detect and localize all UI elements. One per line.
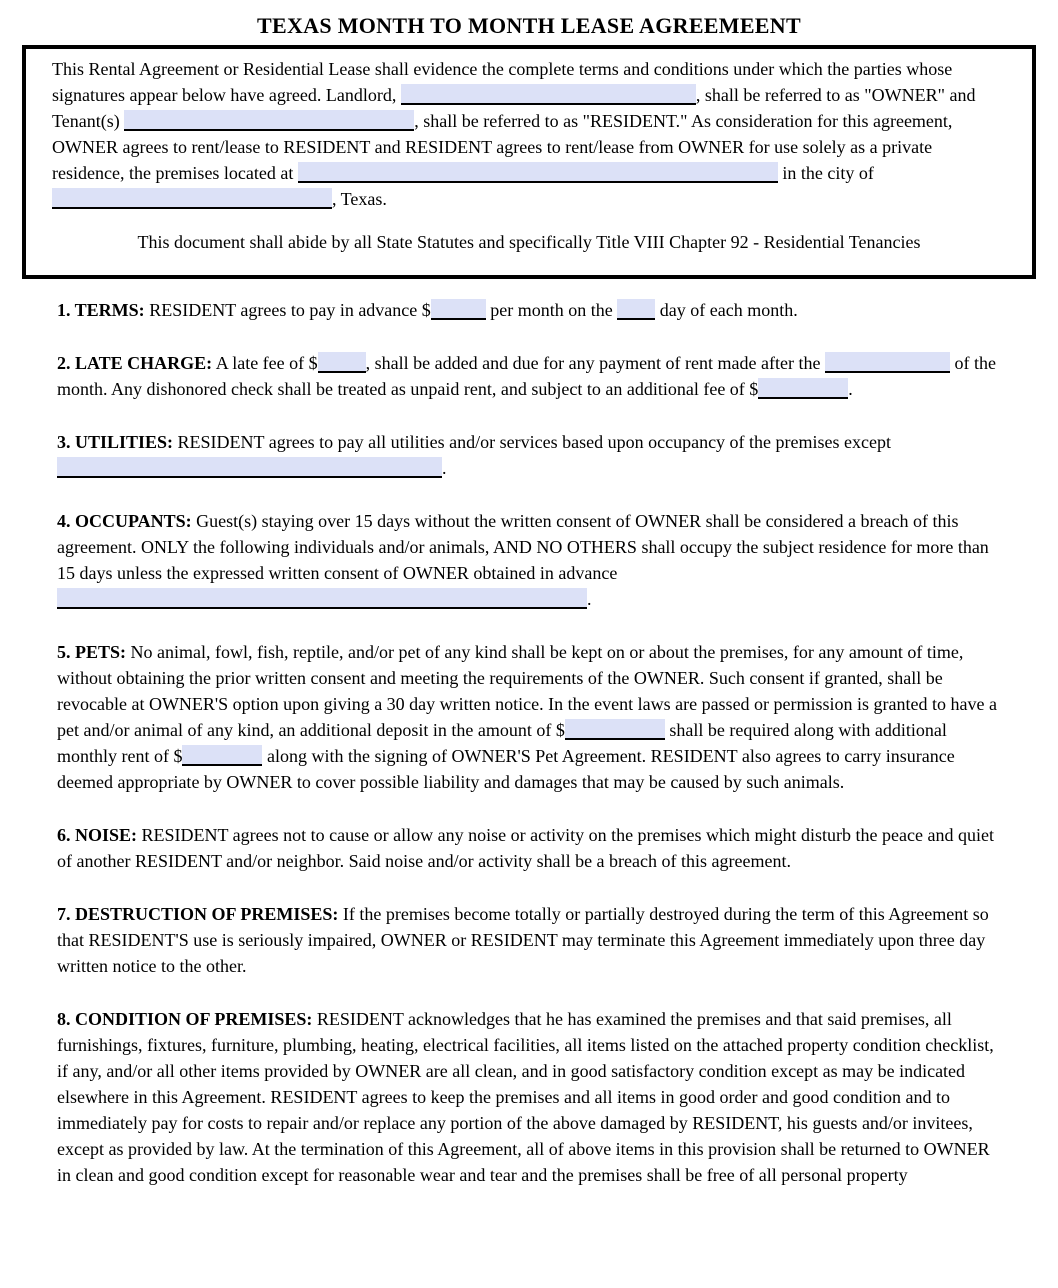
city-field[interactable] xyxy=(52,188,332,209)
text-run: No animal, fowl, fish, reptile, and/or pet of any kind shall be kept on or about the premises, for any amount of time, without obtaining the prior written consent and meeting the requirements of the OWNER. Such consent if granted, shall be revocable at OWNER'S option upon giving a 30 day written notice. In the event laws are passed or permission is granted to have a pet and/or animal of any kind, an additional deposit in the amount of $ xyxy=(57,642,997,740)
section-occupants xyxy=(57,508,1008,612)
section-heading-noise: 6. NOISE: xyxy=(57,825,138,845)
monthly-rent-field[interactable] xyxy=(431,299,486,320)
text-run: day of each month. xyxy=(655,300,798,320)
intro-box xyxy=(22,45,1036,279)
section-heading-late-charge: 2. LATE CHARGE: xyxy=(57,353,213,373)
tenant-names-field[interactable] xyxy=(124,110,414,131)
section-heading-condition-of-premises: 8. CONDITION OF PREMISES: xyxy=(57,1009,313,1029)
text-run: This Rental Agreement or Residential Lease shall evidence the complete terms and conditions under which the parties whose signatures appear below have agreed. Landlord, xyxy=(52,59,953,105)
pet-deposit-field[interactable] xyxy=(565,719,665,740)
text-run: in the city of xyxy=(777,163,874,183)
text-run: RESIDENT agrees to pay all utilities and/or services based upon occupancy of the premises except xyxy=(173,432,891,452)
section-utilities xyxy=(57,429,1008,481)
text-run: Guest(s) staying over 15 days without the written consent of OWNER shall be considered a breach of this agreement. ONLY the following individuals and/or animals, AND NO OTHERS shall occupy the subject residence for more than 15 days unless the expressed written consent of OWNER obtained in advance xyxy=(57,511,989,583)
section-pets xyxy=(57,639,1008,795)
text-run: , shall be added and due for any payment of rent made after the xyxy=(365,353,825,373)
late-fee-field[interactable] xyxy=(318,352,366,373)
text-run: . xyxy=(848,379,853,399)
utilities-exception-field[interactable] xyxy=(57,457,442,478)
section-heading-destruction-of-premises: 7. DESTRUCTION OF PREMISES: xyxy=(57,904,339,924)
statute-note: This document shall abide by all State Statutes and specifically Title VIII Chapter 92 - Residential Tenancies xyxy=(137,232,921,252)
landlord-name-field[interactable] xyxy=(401,84,696,105)
text-run: , shall be referred to as "OWNER" and Tenant(s) xyxy=(52,85,976,131)
text-run: shall be required along with additional monthly rent of $ xyxy=(57,720,947,766)
section-heading-pets: 5. PETS: xyxy=(57,642,127,662)
section-heading-utilities: 3. UTILITIES: xyxy=(57,432,174,452)
text-run: RESIDENT acknowledges that he has examined the premises and that said premises, all furnishings, fixtures, furniture, plumbing, heating, electrical facilities, all items listed on the attached property condition checklist, if any, and/or all other items provided by OWNER are all clean, and in good satisfactory condition except as may be indicated elsewhere in this Agreement. RESIDENT agrees to keep the premises and all items in good order and good condition and to immediately pay for costs to repair and/or replace any portion of the above damaged by RESIDENT, his guests and/or invitees, except as provided by law. At the termination of this Agreement, all of above items in this provision shall be returned to OWNER in clean and good condition except for reasonable wear and tear and the premises shall be free of all personal property xyxy=(57,1009,994,1185)
section-condition-of-premises xyxy=(57,1006,1008,1188)
text-run: RESIDENT agrees not to cause or allow any noise or activity on the premises which might disturb the peace and quiet of another RESIDENT and/or neighbor. Said noise and/or activity shall be a breach of this agreement. xyxy=(57,825,994,871)
text-run: A late fee of $ xyxy=(212,353,318,373)
late-after-date-field[interactable] xyxy=(825,352,950,373)
section-destruction-of-premises xyxy=(57,901,1008,979)
text-run: . xyxy=(442,458,447,478)
returned-check-fee-field[interactable] xyxy=(758,378,848,399)
section-late-charge xyxy=(57,350,1008,402)
text-run: . xyxy=(587,589,592,609)
text-run: along with the signing of OWNER'S Pet Agreement. RESIDENT also agrees to carry insurance deemed appropriate by OWNER to cover possible liability and damages that may be caused by such animals. xyxy=(57,746,955,792)
pet-monthly-rent-field[interactable] xyxy=(182,745,262,766)
section-noise xyxy=(57,822,1008,874)
section-terms xyxy=(57,297,1008,323)
text-run: If the premises become totally or partially destroyed during the term of this Agreement so that RESIDENT'S use is seriously impaired, OWNER or RESIDENT may terminate this Agreement immediately upon three day written notice to the other. xyxy=(57,904,989,976)
premises-address-field[interactable] xyxy=(298,162,778,183)
document-title: TEXAS MONTH TO MONTH LEASE AGREEMEENT xyxy=(257,13,801,38)
text-run: RESIDENT agrees to pay in advance $ xyxy=(144,300,431,320)
text-run: per month on the xyxy=(485,300,618,320)
rent-due-day-field[interactable] xyxy=(617,299,655,320)
clauses-container xyxy=(0,279,1058,1218)
text-run: , shall be referred to as "RESIDENT." As consideration for this agreement, OWNER agrees to rent/lease to RESIDENT and RESIDENT agrees to rent/lease from OWNER for use solely as a private residence, the premises located at xyxy=(52,111,953,183)
text-run: of the month. Any dishonored check shall be treated as unpaid rent, and subject to an additional fee of $ xyxy=(57,353,996,399)
text-run: , Texas. xyxy=(332,189,387,209)
intro-paragraph xyxy=(52,56,1006,212)
section-heading-terms: 1. TERMS: xyxy=(57,300,145,320)
section-heading-occupants: 4. OCCUPANTS: xyxy=(57,511,192,531)
occupants-list-field[interactable] xyxy=(57,588,587,609)
